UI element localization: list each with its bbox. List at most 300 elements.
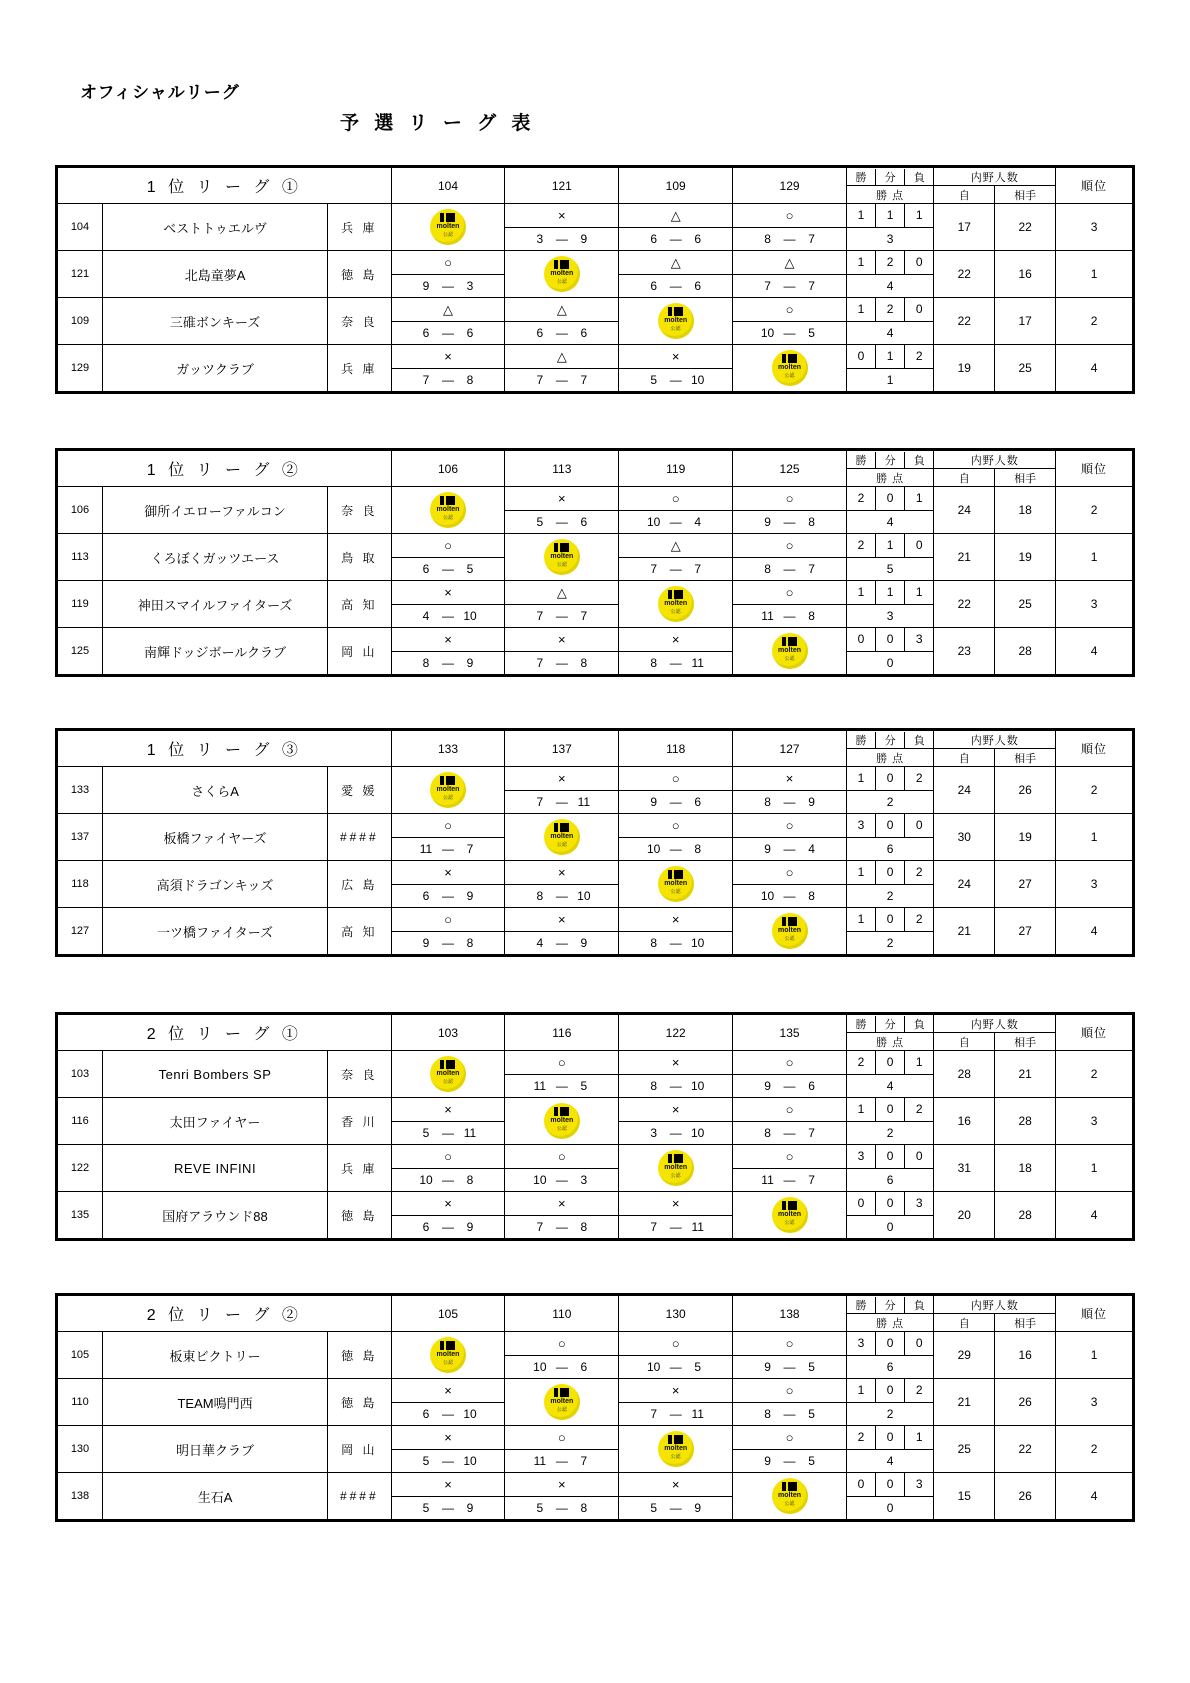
win-count: 1 (847, 298, 876, 321)
score-self: 8 (536, 889, 544, 903)
match-result-mark: △ (505, 298, 618, 322)
team-prefecture: 奈 良 (328, 487, 392, 534)
league-title: 1 位 リ ー グ ② (58, 451, 392, 487)
match-result-mark: ○ (392, 908, 505, 932)
score-self: 7 (764, 279, 771, 293)
league-block (55, 728, 1135, 957)
draw-count: 1 (876, 534, 905, 557)
points-value: 4 (886, 1454, 894, 1468)
score-opponent: 7 (580, 609, 588, 623)
match-cell (505, 1473, 619, 1520)
match-cell (391, 1426, 505, 1473)
match-cell-self (505, 251, 619, 298)
rank-value: 2 (1056, 1051, 1133, 1098)
self-cell-ball (619, 861, 732, 907)
team-name: Tenri Bombers SP (103, 1051, 328, 1098)
score-self: 5 (422, 1126, 430, 1140)
score-dash: ― (555, 889, 568, 903)
score-self: 10 (419, 1173, 433, 1187)
match-result-mark: × (392, 1426, 505, 1450)
team-prefecture: 徳 島 (328, 1379, 392, 1426)
rank-value: 3 (1056, 861, 1133, 908)
opponent-column-header: 135 (733, 1015, 847, 1051)
points-value: 1 (886, 373, 894, 387)
infield-self-value: 17 (934, 204, 995, 251)
points-value: 3 (886, 232, 894, 246)
wdl-points-cell (846, 1426, 933, 1473)
match-score (392, 369, 505, 391)
infield-opponent-value: 28 (995, 628, 1056, 675)
opponent-column-header: 113 (505, 451, 619, 487)
score-dash: ― (555, 936, 568, 950)
match-score (619, 652, 732, 674)
table-row (58, 1145, 1133, 1192)
score-self: 5 (650, 373, 658, 387)
league-block (55, 165, 1135, 394)
team-name: ベストトゥエルヴ (103, 204, 328, 251)
match-cell (733, 534, 847, 581)
points-value: 2 (886, 889, 894, 903)
match-result-mark: × (619, 1379, 732, 1403)
match-score (733, 1356, 846, 1378)
score-self: 5 (422, 1501, 430, 1515)
score-dash: ― (669, 515, 682, 529)
ball-icon: molten 公認 (544, 256, 580, 292)
loss-count: 1 (915, 208, 923, 222)
infield-opponent-value: 19 (995, 814, 1056, 861)
self-cell-ball (392, 1051, 505, 1097)
team-prefecture: 徳 島 (328, 1332, 392, 1379)
match-result-mark: △ (619, 534, 732, 558)
ball-icon: molten 公認 (430, 492, 466, 528)
score-self: 8 (764, 232, 771, 246)
match-score (733, 605, 846, 627)
score-self: 9 (764, 1079, 771, 1093)
match-cell (733, 251, 847, 298)
score-self: 8 (650, 936, 658, 950)
league-title: 2 位 リ ー グ ① (58, 1015, 392, 1051)
win-count: 1 (847, 581, 876, 604)
match-cell (619, 534, 733, 581)
score-self: 10 (647, 1360, 661, 1374)
match-cell (619, 1332, 733, 1379)
match-result-mark: × (505, 767, 618, 791)
match-result-mark: ○ (733, 581, 846, 605)
score-opponent: 10 (691, 936, 705, 950)
score-dash: ― (442, 609, 454, 623)
opponent-column-header: 130 (619, 1296, 733, 1332)
team-name: 生石A (103, 1473, 328, 1520)
rank-value: 4 (1056, 1473, 1133, 1520)
loss-count: 2 (915, 1383, 923, 1397)
infield-self-header: 自 (934, 1314, 995, 1332)
opponent-column-header: 122 (619, 1015, 733, 1051)
match-score (505, 322, 618, 344)
infield-opponent-header: 相手 (995, 749, 1056, 767)
team-prefecture: 広 島 (328, 861, 392, 908)
score-opponent: 9 (580, 936, 588, 950)
score-self: 7 (536, 609, 544, 623)
score-dash: ― (669, 1501, 682, 1515)
rank-value: 1 (1056, 1145, 1133, 1192)
infield-opponent-value: 21 (995, 1051, 1056, 1098)
loss-count: 2 (915, 912, 923, 926)
win-count: 1 (847, 1098, 876, 1121)
win-count: 1 (847, 767, 876, 790)
draw-count: 1 (876, 204, 905, 227)
match-cell-self (619, 861, 733, 908)
infield-opponent-value: 22 (995, 1426, 1056, 1473)
match-score (392, 558, 505, 580)
match-result-mark: ○ (733, 861, 846, 885)
score-opponent: 8 (580, 656, 588, 670)
league-table (57, 1295, 1133, 1520)
team-number: 127 (58, 908, 103, 955)
match-score (619, 932, 732, 954)
match-result-mark: × (733, 767, 846, 791)
match-score (505, 1169, 618, 1191)
team-number: 116 (58, 1098, 103, 1145)
table-row (58, 1051, 1133, 1098)
win-count: 1 (847, 204, 876, 227)
infield-self-header: 自 (934, 749, 995, 767)
draw-count: 1 (876, 345, 905, 368)
league-title: 1 位 リ ー グ ① (58, 168, 392, 204)
match-result-mark: ○ (619, 1332, 732, 1356)
infield-self-value: 16 (934, 1098, 995, 1145)
match-score (505, 369, 618, 391)
score-dash: ― (783, 1126, 796, 1140)
match-score (392, 1497, 505, 1519)
ball-icon: molten 公認 (658, 303, 694, 339)
table-row (58, 581, 1133, 628)
rank-value: 3 (1056, 1098, 1133, 1145)
opponent-column-header: 127 (733, 731, 847, 767)
match-cell (619, 628, 733, 675)
wdl-points-cell (846, 534, 933, 581)
match-cell (505, 908, 619, 955)
match-result-mark: × (505, 1473, 618, 1497)
ball-icon: molten 公認 (772, 350, 808, 386)
match-score (733, 885, 846, 907)
match-score (505, 511, 618, 533)
match-result-mark: × (619, 628, 732, 652)
match-cell (391, 1379, 505, 1426)
score-self: 8 (764, 795, 771, 809)
loss-count: 2 (915, 865, 923, 879)
wdl-header: 勝 分 負 (846, 168, 933, 186)
match-cell (733, 204, 847, 251)
draw-count: 1 (876, 581, 905, 604)
match-cell (733, 1426, 847, 1473)
match-score (392, 838, 505, 860)
team-name: 明日華クラブ (103, 1426, 328, 1473)
match-score (733, 791, 846, 813)
league-table (57, 167, 1133, 392)
infield-opponent-value: 25 (995, 345, 1056, 392)
win-count: 0 (847, 1473, 876, 1496)
score-self: 11 (761, 609, 774, 623)
match-cell-self (391, 767, 505, 814)
infield-opponent-value: 27 (995, 861, 1056, 908)
match-score (733, 275, 846, 297)
match-cell (619, 1379, 733, 1426)
match-score (619, 791, 732, 813)
league-table (57, 1014, 1133, 1239)
score-dash: ― (555, 1173, 568, 1187)
match-cell-self (619, 1426, 733, 1473)
team-number: 133 (58, 767, 103, 814)
score-opponent: 10 (691, 1126, 705, 1140)
draw-count: 0 (876, 487, 905, 510)
match-result-mark: ○ (733, 1332, 846, 1356)
points-value: 6 (886, 842, 894, 856)
rank-value: 1 (1056, 534, 1133, 581)
score-dash: ― (555, 1079, 568, 1093)
infield-opponent-header: 相手 (995, 469, 1056, 487)
team-number: 105 (58, 1332, 103, 1379)
score-dash: ― (442, 842, 454, 856)
score-opponent: 8 (466, 373, 474, 387)
match-score (619, 275, 732, 297)
loss-count: 0 (915, 818, 923, 832)
score-opponent: 6 (694, 279, 702, 293)
loss-count: 0 (915, 255, 923, 269)
self-cell-ball (505, 251, 618, 297)
infield-opponent-value: 22 (995, 204, 1056, 251)
match-cell-self (733, 908, 847, 955)
draw-count: 0 (876, 628, 905, 651)
infield-self-value: 24 (934, 767, 995, 814)
table-row (58, 767, 1133, 814)
self-cell-ball (733, 1192, 846, 1238)
match-result-mark: × (392, 581, 505, 605)
match-score (505, 885, 618, 907)
score-self: 6 (650, 279, 658, 293)
points-header: 勝 点 (846, 186, 933, 204)
wdl-points-cell (846, 1098, 933, 1145)
opponent-column-header: 138 (733, 1296, 847, 1332)
score-dash: ― (783, 515, 796, 529)
match-cell (505, 487, 619, 534)
score-opponent: 11 (691, 1407, 704, 1421)
match-cell (391, 298, 505, 345)
ball-icon: molten 公認 (658, 1431, 694, 1467)
ball-icon: molten 公認 (544, 819, 580, 855)
match-score (505, 1497, 618, 1519)
table-row (58, 298, 1133, 345)
table-row (58, 1332, 1133, 1379)
wdl-points-cell (846, 767, 933, 814)
score-self: 10 (533, 1360, 547, 1374)
draw-count: 0 (876, 1051, 905, 1074)
win-count: 0 (847, 628, 876, 651)
match-cell (733, 814, 847, 861)
match-score (505, 791, 618, 813)
points-header: 勝 点 (846, 469, 933, 487)
infield-self-value: 21 (934, 908, 995, 955)
match-result-mark: △ (505, 581, 618, 605)
match-score (392, 1403, 505, 1425)
wdl-points-cell (846, 1332, 933, 1379)
match-result-mark: ○ (733, 1098, 846, 1122)
score-dash: ― (442, 889, 454, 903)
match-cell (733, 298, 847, 345)
team-number: 135 (58, 1192, 103, 1239)
match-result-mark: ○ (505, 1051, 618, 1075)
score-opponent: 9 (466, 656, 474, 670)
wdl-header: 勝 分 負 (846, 1015, 933, 1033)
win-count: 0 (847, 1192, 876, 1215)
match-score (733, 1075, 846, 1097)
score-dash: ― (555, 656, 568, 670)
rank-header: 順位 (1056, 731, 1133, 767)
infield-opponent-value: 26 (995, 1379, 1056, 1426)
wdl-points-cell (846, 298, 933, 345)
loss-count: 1 (915, 491, 923, 505)
ball-icon: molten 公認 (544, 539, 580, 575)
wdl-points-cell (846, 814, 933, 861)
opponent-column-header: 119 (619, 451, 733, 487)
match-cell (505, 767, 619, 814)
score-opponent: 10 (463, 1407, 477, 1421)
points-header: 勝 点 (846, 749, 933, 767)
infield-header: 内野人数 (934, 451, 1056, 469)
match-score (505, 605, 618, 627)
self-cell-ball (733, 908, 846, 954)
loss-count: 2 (915, 771, 923, 785)
match-result-mark: × (392, 1192, 505, 1216)
score-opponent: 6 (580, 515, 588, 529)
match-result-mark: × (505, 908, 618, 932)
wdl-points-cell (846, 1473, 933, 1520)
score-self: 9 (764, 515, 771, 529)
score-dash: ― (442, 1454, 454, 1468)
score-dash: ― (442, 1126, 454, 1140)
team-name: 一ツ橋ファイターズ (103, 908, 328, 955)
score-opponent: 11 (691, 1220, 704, 1234)
match-cell-self (733, 345, 847, 392)
match-cell (391, 1145, 505, 1192)
match-cell-self (391, 1332, 505, 1379)
score-opponent: 8 (694, 842, 702, 856)
score-dash: ― (669, 1220, 682, 1234)
score-opponent: 9 (580, 232, 588, 246)
score-opponent: 10 (691, 1079, 705, 1093)
infield-self-value: 20 (934, 1192, 995, 1239)
score-dash: ― (442, 1173, 454, 1187)
score-dash: ― (442, 1407, 454, 1421)
rank-value: 3 (1056, 1379, 1133, 1426)
score-dash: ― (555, 515, 568, 529)
match-cell-self (391, 487, 505, 534)
league-block (55, 448, 1135, 677)
match-cell (505, 628, 619, 675)
table-row (58, 908, 1133, 955)
infield-self-value: 19 (934, 345, 995, 392)
score-dash: ― (442, 1220, 454, 1234)
points-value: 6 (886, 1360, 894, 1374)
score-opponent: 11 (577, 795, 591, 809)
score-self: 4 (536, 936, 544, 950)
score-self: 10 (760, 326, 775, 340)
infield-opponent-value: 16 (995, 1332, 1056, 1379)
score-opponent: 6 (580, 1360, 588, 1374)
loss-count: 3 (915, 1477, 923, 1491)
team-name: REVE INFINI (103, 1145, 328, 1192)
wdl-points-cell (846, 861, 933, 908)
match-result-mark: ○ (392, 1145, 505, 1169)
score-opponent: 5 (580, 1079, 588, 1093)
ball-icon: molten 公認 (658, 866, 694, 902)
match-result-mark: × (392, 1379, 505, 1403)
match-result-mark: × (505, 487, 618, 511)
self-cell-ball (392, 1332, 505, 1378)
league-block (55, 1293, 1135, 1522)
win-count: 1 (847, 1379, 876, 1402)
ball-icon: molten 公認 (430, 772, 466, 808)
opponent-column-header: 103 (391, 1015, 505, 1051)
win-count: 2 (847, 1051, 876, 1074)
match-result-mark: × (392, 861, 505, 885)
match-cell (619, 1051, 733, 1098)
match-cell (505, 1426, 619, 1473)
match-result-mark: × (392, 345, 505, 369)
match-cell (391, 581, 505, 628)
match-result-mark: × (619, 1473, 732, 1497)
match-score (505, 228, 618, 250)
score-dash: ― (783, 1079, 796, 1093)
match-cell (505, 1332, 619, 1379)
score-opponent: 11 (463, 1126, 477, 1140)
match-score (619, 1122, 732, 1144)
win-count: 3 (847, 814, 876, 837)
score-self: 9 (764, 842, 771, 856)
score-self: 7 (536, 1220, 544, 1234)
score-dash: ― (783, 232, 796, 246)
points-value: 2 (886, 1407, 894, 1421)
self-cell-ball (733, 345, 846, 391)
wdl-points-cell (846, 1145, 933, 1192)
draw-count: 0 (876, 1332, 905, 1355)
score-self: 9 (422, 936, 430, 950)
match-result-mark: × (619, 908, 732, 932)
ball-icon: molten 公認 (772, 913, 808, 949)
team-number: 119 (58, 581, 103, 628)
rank-value: 2 (1056, 767, 1133, 814)
document-header: オフィシャルリーグ (80, 83, 240, 102)
win-count: 2 (847, 534, 876, 557)
match-score (392, 885, 505, 907)
score-dash: ― (783, 889, 796, 903)
score-opponent: 7 (808, 562, 815, 576)
match-cell (505, 1145, 619, 1192)
wdl-header: 勝 分 負 (846, 1296, 933, 1314)
score-dash: ― (669, 232, 682, 246)
score-self: 8 (650, 656, 658, 670)
infield-self-value: 22 (934, 581, 995, 628)
self-cell-ball (619, 1426, 732, 1472)
league-table (57, 450, 1133, 675)
score-opponent: 7 (808, 279, 815, 293)
rank-value: 1 (1056, 251, 1133, 298)
points-value: 2 (886, 936, 894, 950)
score-dash: ― (783, 795, 796, 809)
draw-count: 0 (876, 814, 905, 837)
rank-value: 4 (1056, 628, 1133, 675)
score-opponent: 9 (808, 795, 815, 809)
infield-opponent-value: 25 (995, 581, 1056, 628)
